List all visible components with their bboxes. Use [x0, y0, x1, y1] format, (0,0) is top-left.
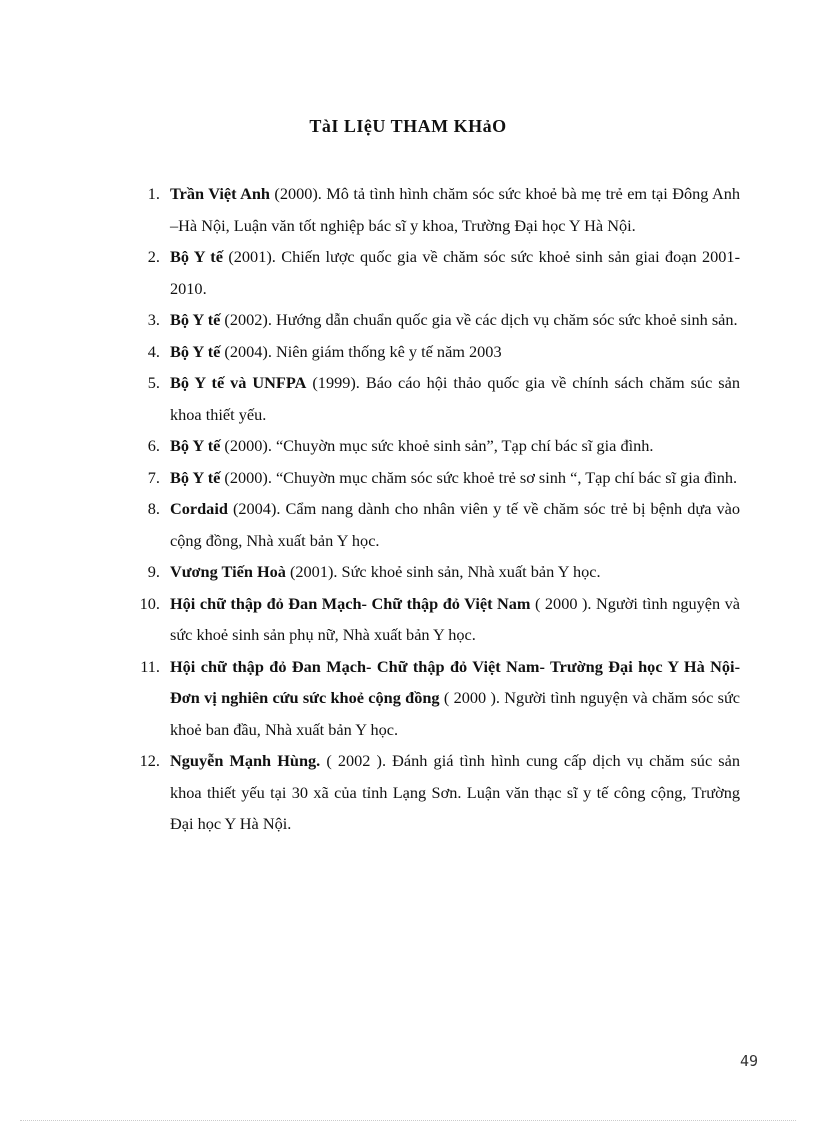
reference-list	[128, 178, 740, 840]
footer-divider	[20, 1120, 796, 1121]
reference-text: ( 2000 ). Người tình nguyện và sức khoẻ sinh sản phụ nữ, Nhà xuất bản Y học.	[170, 593, 740, 644]
reference-author: Bộ Y tế và UNFPA	[170, 373, 307, 392]
reference-text: ( 2000 ). Người tình nguyện và chăm sóc sức khoẻ ban đầu, Nhà xuất bản Y học.	[170, 688, 740, 739]
reference-item	[128, 493, 740, 556]
reference-text: (1999). Báo cáo hội thảo quốc gia về chính sách chăm súc sản khoa thiết yếu.	[170, 373, 741, 424]
reference-text: (2001). Sức khoẻ sinh sản, Nhà xuất bản Y học.	[285, 562, 601, 581]
reference-text: (2004). Cẩm nang dành cho nhân viên y tế về chăm sóc trẻ bị bệnh dựa vào cộng đồng, Nhà xuất bản Y học.	[170, 499, 740, 550]
reference-item	[128, 745, 740, 840]
reference-number: 9.	[147, 562, 160, 581]
reference-author: Bộ Y tế	[170, 467, 221, 487]
reference-number: 6.	[147, 436, 160, 455]
reference-text: (2000). Mô tả tình hình chăm sóc sức khoẻ bà mẹ trẻ em tại Đông Anh –Hà Nội, Luận văn tốt nghiệp bác sĩ y khoa, Trường Đại học Y Hà Nội.	[170, 184, 740, 235]
reference-item	[128, 336, 740, 368]
reference-number: 8.	[147, 499, 160, 518]
reference-item	[128, 367, 740, 430]
reference-author: Bộ Y tế	[170, 247, 223, 266]
reference-author: Cordaid	[170, 499, 228, 518]
reference-item	[128, 241, 740, 304]
reference-text: (2000). “Chuyờn mục chăm sóc sức khoẻ trẻ sơ sinh “, Tạp chí bác sĩ gia đình.	[220, 467, 738, 487]
reference-item	[128, 304, 740, 336]
reference-number: 3.	[147, 310, 160, 329]
reference-item	[128, 556, 740, 588]
reference-author: Bộ Y tế	[170, 341, 221, 361]
reference-author: Hội chữ thập đỏ Đan Mạch- Chữ thập đỏ Việt Nam- Trường Đại học Y Hà Nội- Đơn vị nghiên cứu sức khoẻ cộng đồng	[170, 656, 740, 707]
reference-number: 2.	[147, 247, 160, 266]
reference-author: Hội chữ thập đỏ Đan Mạch- Chữ thập đỏ Việt Nam	[170, 593, 531, 613]
reference-item	[128, 430, 740, 462]
reference-number: 12.	[139, 751, 160, 770]
reference-number: 4.	[147, 341, 160, 361]
reference-author: Vương Tiến Hoà	[170, 562, 286, 581]
reference-number: 11.	[140, 656, 160, 676]
reference-author: Bộ Y tế	[170, 436, 221, 455]
reference-text: (2000). “Chuyờn mục sức khoẻ sinh sản”, Tạp chí bác sĩ gia đình.	[220, 436, 654, 455]
reference-author: Trần Việt Anh	[170, 184, 270, 203]
reference-item	[128, 651, 740, 746]
reference-text: (2004). Niên giám thống kê y tế năm 2003	[220, 341, 502, 361]
reference-author: Bộ Y tế	[170, 310, 221, 329]
page-number: 49	[740, 1052, 759, 1070]
reference-item	[128, 462, 740, 494]
reference-number: 10.	[139, 593, 160, 613]
page-title: TàI LIệU THAM KHảO	[309, 116, 507, 136]
reference-item	[128, 588, 740, 651]
reference-text: (2001). Chiến lược quốc gia về chăm sóc sức khoẻ sinh sản giai đoạn 2001- 2010.	[170, 247, 740, 298]
reference-number: 1.	[147, 184, 160, 203]
reference-text: (2002). Hướng dẫn chuẩn quốc gia về các dịch vụ chăm sóc sức khoẻ sinh sản.	[220, 310, 738, 329]
reference-item	[128, 178, 740, 241]
reference-author: Nguyễn Mạnh Hùng.	[170, 751, 321, 770]
reference-number: 5.	[147, 373, 160, 392]
reference-text: ( 2002 ). Đánh giá tình hình cung cấp dịch vụ chăm súc sản khoa thiết yếu tại 30 xã của tỉnh Lạng Sơn. Luận văn thạc sĩ y tế công cộng, Trường Đại học Y Hà Nội.	[170, 751, 740, 833]
reference-number: 7.	[147, 467, 160, 487]
